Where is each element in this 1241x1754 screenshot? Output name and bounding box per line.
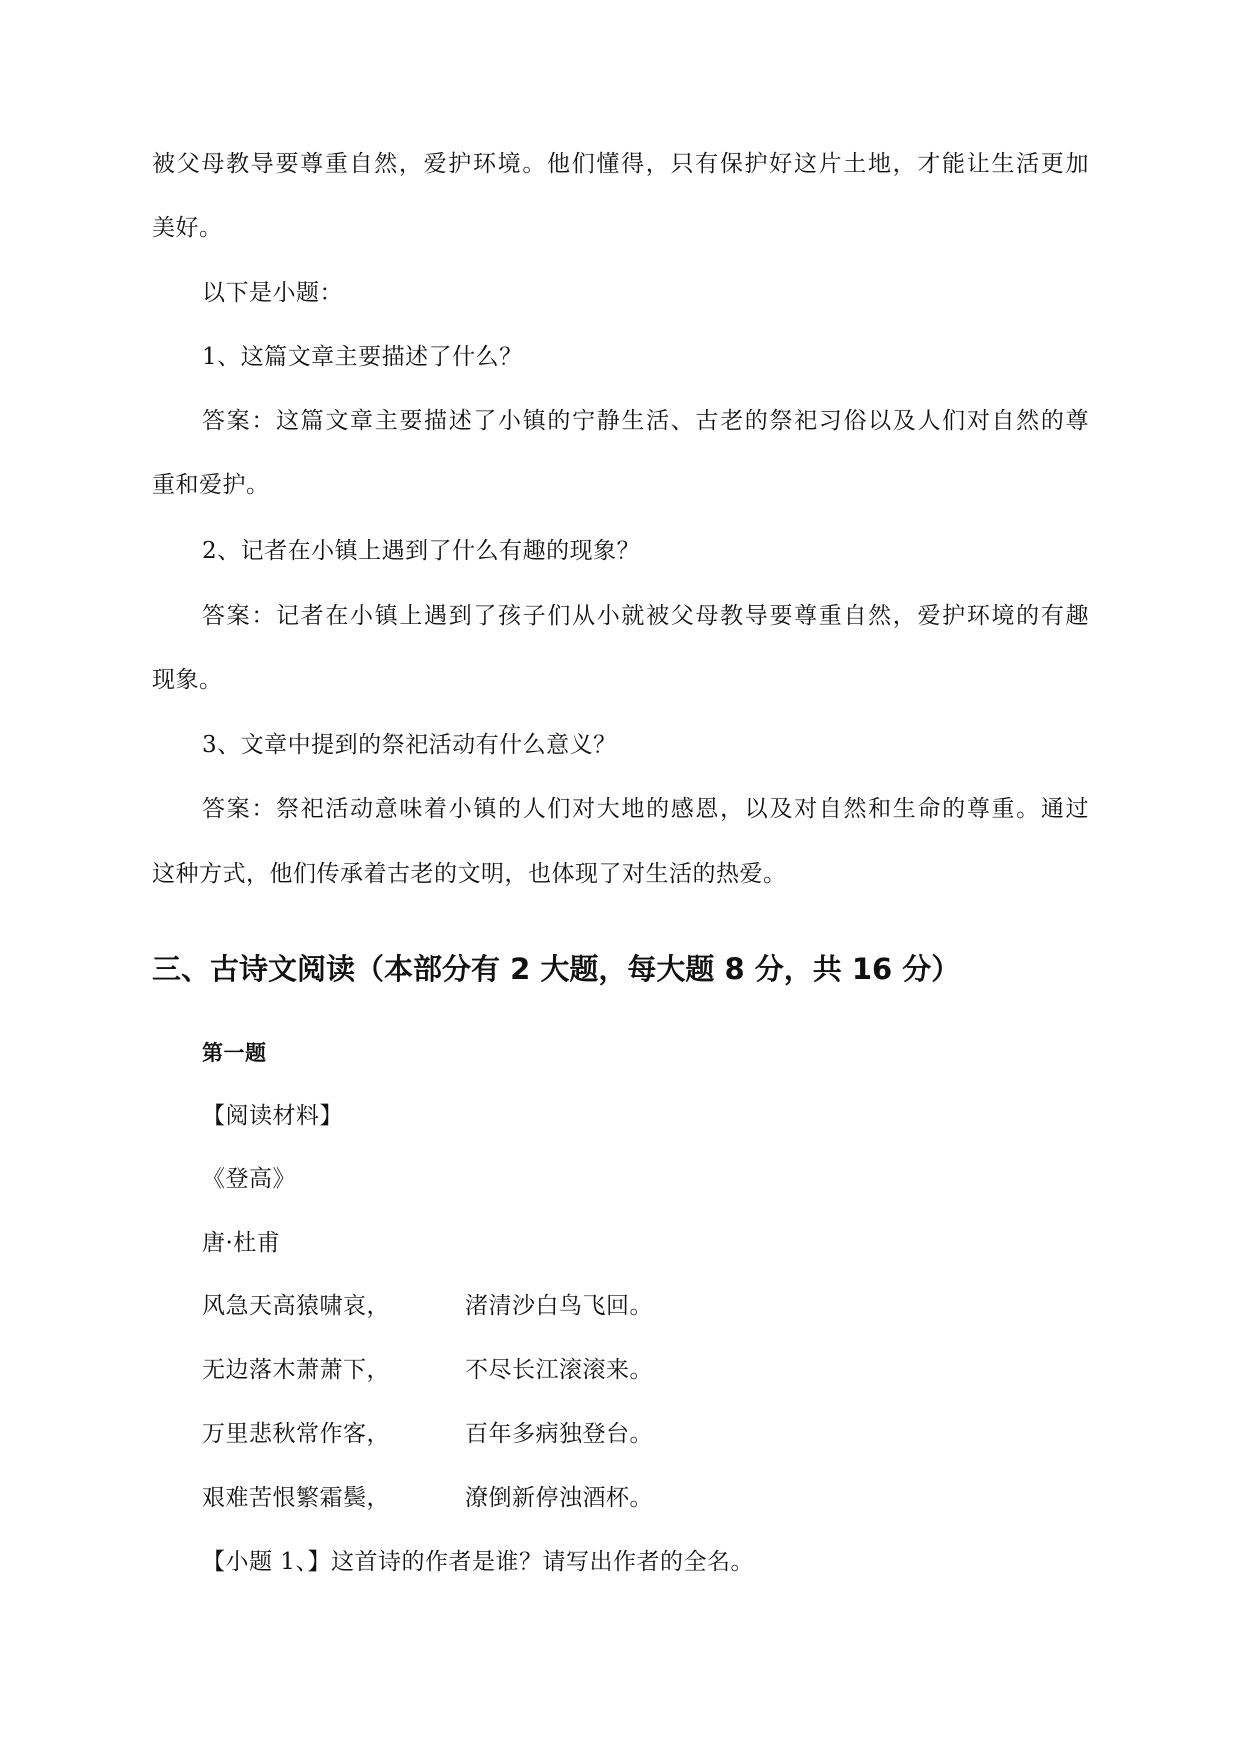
material-label: 【阅读材料】 xyxy=(202,1103,343,1129)
sub-question-1: 【小题 1、】这首诗的作者是谁？请写出作者的全名。 xyxy=(202,1549,754,1575)
question-3: 3、文章中提到的祭祀活动有什么意义？ xyxy=(202,732,617,758)
passage-line-1: 被父母教导要尊重自然，爱护环境。他们懂得，只有保护好这片土地，才能让生活更加 xyxy=(152,151,1089,177)
questions-intro: 以下是小题： xyxy=(202,280,343,306)
poem-row-2 xyxy=(0,1354,1241,1386)
poem-line-1-left: 风急天高猿啸哀， xyxy=(202,1293,390,1319)
question-1: 1、这篇文章主要描述了什么？ xyxy=(202,344,523,370)
poem-line-1-right: 渚清沙白鸟飞回。 xyxy=(465,1293,653,1319)
poem-author: 唐·杜甫 xyxy=(202,1230,281,1256)
poem-line-3-left: 万里悲秋常作客， xyxy=(202,1421,390,1447)
poem-row-3 xyxy=(0,1418,1241,1450)
answer-2-line-1: 答案：记者在小镇上遇到了孩子们从小就被父母教导要尊重自然，爱护环境的有趣 xyxy=(202,603,1089,629)
question-2: 2、记者在小镇上遇到了什么有趣的现象？ xyxy=(202,538,641,564)
answer-1-line-1: 答案：这篇文章主要描述了小镇的宁静生活、古老的祭祀习俗以及人们对自然的尊 xyxy=(202,408,1089,434)
poem-title: 《登高》 xyxy=(202,1166,296,1192)
poem-line-4-right: 潦倒新停浊酒杯。 xyxy=(465,1485,653,1511)
poem-row-1 xyxy=(0,1290,1241,1322)
answer-1-line-2: 重和爱护。 xyxy=(152,472,270,498)
poem-line-2-left: 无边落木萧萧下， xyxy=(202,1357,390,1383)
answer-3-line-2: 这种方式，他们传承着古老的文明，也体现了对生活的热爱。 xyxy=(152,861,787,887)
poem-line-4-left: 艰难苦恨繁霜鬓， xyxy=(202,1485,390,1511)
sub-title: 第一题 xyxy=(202,1041,267,1065)
poem-row-4 xyxy=(0,1482,1241,1514)
poem-line-3-right: 百年多病独登台。 xyxy=(465,1421,653,1447)
passage-line-2: 美好。 xyxy=(152,215,223,241)
poem-line-2-right: 不尽长江滚滚来。 xyxy=(465,1357,653,1383)
section-3-heading: 三、古诗文阅读（本部分有 2 大题，每大题 8 分，共 16 分） xyxy=(152,952,961,986)
answer-3-line-1: 答案：祭祀活动意味着小镇的人们对大地的感恩，以及对自然和生命的尊重。通过 xyxy=(202,796,1089,822)
answer-2-line-2: 现象。 xyxy=(152,667,223,693)
